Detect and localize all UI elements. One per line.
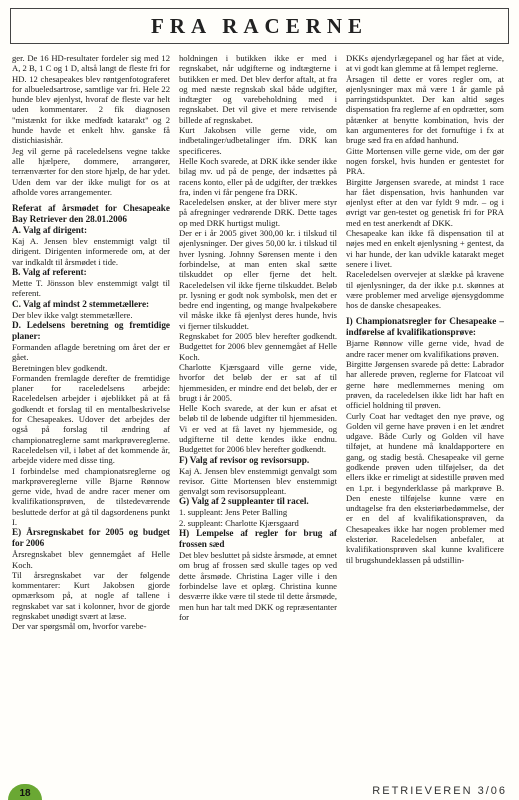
section-heading: G) Valg af 2 suppleanter til racel. [179,496,309,507]
paragraph: Der blev ikke valgt stemmetællere. [12,309,133,320]
section-title: FRA RACERNE [150,13,369,38]
paragraph: Årsregnskabet blev gennemgået af Helle Koch. [12,549,170,570]
paragraph: Bjarne Rønnow ville gerne vide, hvad de andre racer mener om kvalifikations prøven. [346,338,504,359]
paragraph: Kurt Jakobsen ville gerne vide, om indbetalinger/udbetalinger ifm. DRK kan specificeres. [179,125,337,156]
page-number: 18 [19,788,31,799]
paragraph: ger. De 16 HD-resultater fordeler sig med 12 A, 2 B, 1 C og 1 D, altså langt de fleste fri for HD. 12 chesapeakes blev røntgenfotograferet for albueledsartrose, samtlige var fri. Hele 22 hunde blev øjenlyst, hvoraf de fleste var helt uden kommentarer. 2 fik diagnosen "mistænkt for ikke medfødt katarakt" og 2 hunde havde et enkelt hhv. ganske få distichiasishår. [12,53,170,146]
section-heading: D. Ledelsens beretning og fremtidige planer: [12,319,170,341]
paragraph: Der var spørgsmål om, hvorfor varebe- [12,621,147,632]
paragraph: Mette T. Jönsson blev enstemmigt valgt til referent. [12,278,170,299]
paragraph: Formanden fremlagde derefter de fremtidige planer for raceledelsens arbejde: Raceledelsen arbejder i øjeblikket på at få godkendt et forslag til en mentalbeskrivelse for Chesapeakes. Udover det arbejdes der også på forslag til ændring af championatreglerne samt markprøvereglerne. Raceledelsen vil, i løbet af det kommende år, arbejde videre med disse ting. [12,372,170,466]
section-heading: I) Championatsregler for Chesapeake – indførelse af kvalifikationsprøve: [346,316,504,338]
paragraph: Helle Koch svarede, at der kun er afsat et beløb til de løbende udgifter til hjemmesiden. Vi er ved at få lavet ny hjemmeside, og udgifterne til dette kendes ikke endnu. Budgettet for 2006 blev herefter godkendt. [179,403,337,455]
paragraph: Raceledelsen overvejer at slække på kravene til øjenlysninger, da der ikke p.t. skønnes at være problemer med arvelige øjensygdomme hos de danske chesapeakes. [346,269,504,311]
section-heading: B. Valg af referent: [12,267,87,278]
section-heading: E) Årsregnskabet for 2005 og budget for 2006 [12,527,170,549]
section-heading: A. Valg af dirigent: [12,225,88,236]
paragraph: Helle Koch svarede, at DRK ikke sender ikke bilag mv. ud på de penge, der indsættes på racens konto, eller på de udgifter, der trækkes fra, inden vi får pengene fra DRK. [179,155,337,197]
paragraph: DKKs øjendyrlægepanel og har fået at vide, at vi godt kan glemme at få lempet reglerne. [346,53,504,74]
section-banner [10,8,509,44]
paragraph: Beretningen blev godkendt. [12,362,108,373]
paragraph: Formanden aflagde beretning om året der er gået. [12,341,170,363]
paragraph: Regnskabet for 2005 blev herefter godkendt. Budgettet for 2006 blev gennemgået af Helle Koch. [179,331,337,362]
paragraph: Jeg vil gerne på raceledelsens vegne takke alle hjælpere, dommere, arrangører, terrænværter for den store hjælp, de har ydet. Uden dem var der ikke muligt for os at afholde vores arrangementer. [12,145,170,197]
text-column-3 [346,53,504,778]
paragraph: Der er i år 2005 givet 300,00 kr. i tilskud til øjenlysninger. Der gives 50,00 kr. i tilskud til hver lysning. Johnny Sørensen mente i den forbindelse, at man enten skal sætte tilskuddet op eller fjerne det helt. Raceledelsen vil ikke fjerne tilskuddet. Beløb pr. lysning er godt nok symbolsk, men det er bedre end ingenting, og mange hvalpekøbere vil måske ikke få øjenlyst deres hunde, hvis vi fjerner tilskuddet. [179,228,337,331]
page-number-badge [8,784,42,800]
magazine-issue: RETRIEVEREN 3/06 [372,785,507,797]
paragraph: Det blev besluttet på sidste årsmøde, at emnet om brug af frossen sæd skulle tages op ved dette årsmøde. Christina Lager ville i den forbindelse lave et oplæg. Christina kunne desværre ikke være til stede til dette årsmøde, men hun har talt med DKK og repræsentanter for [179,550,337,622]
paragraph: 2. suppleant: Charlotte Kjærsgaard [179,517,299,528]
section-heading: F) Valg af revisor og revisorsupp. [179,454,310,465]
paragraph: Birgitte Jørgensen svarede på dette: Labrador har allerede prøven, reglerne for Flatcoat vil gerne høre medlemmernes mening om prøven, da raceledelsen ikke lidt har haft en officiel holdning til prøven. [346,359,504,411]
section-heading: H) Lempelse af regler for brug af frossen sæd [179,528,337,550]
paragraph: Charlotte Kjærsgaard ville gerne vide, hvorfor det beløb der er sat af til hjemmesiden, er mindre end det beløb, der er brugt i år 2005. [179,361,337,403]
paragraph: Kaj A. Jensen blev enstemmigt genvalgt som revisor. Gitte Mortensen blev enstemmigt genvalgt som revisorsuppleant. [179,465,337,497]
paragraph: Curly Coat har vedtaget den nye prøve, og Golden vil gerne have prøven i en let ændret udgave. Både Curly og Golden vil have tilføjet, at hundene må knaldapportere en gang, og stadig bestå. Chesapeake vil gerne godkende prøven uden tilføjelser, da det ellers ikke er rimeligt at sidestille prøven med en 1.pr. i begynderklasse på markprøve B. Den eneste tilføjelse kunne være en undtagelse fra den eksteriørbedømmelse, der er en del af kvalifikationsprøven, da Chesapeakes ikke har nogen problemer med eksteriør. Raceledelsen anbefaler, at kvalifikationsprøven skal kunne kvalificere til brugshundeklassen på udstillin- [346,410,504,565]
paragraph: holdningen i butikken ikke er med i regnskabet, når udgifterne og indtægterne i butikken er med. Det blev derfor aftalt, at fra og med næste regnskab skal både udgifter, indtægter og varebeholdning med i regnskabet. Det vil give et mere retvisende billede af regnskabet. [179,53,337,125]
paragraph: Chesapeake kan ikke få dispensation til at nøjes med en enkelt øjenlysning + gentest, da vi har hunde, der kan udvikle katarakt meget senere i livet. [346,228,504,269]
paragraph: Gitte Mortensen ville gerne vide, om der gør nogen forskel, hvis hunden er gentestet for PRA. [346,145,504,177]
paragraph: Til årsregnskabet var der følgende kommentarer: Kurt Jakobsen gjorde opmærksom på, at nogle af tallene i regnskabet var sat i kolonner, hvor de gjorde regnskabet unødigt svært at læse. [12,569,170,622]
section-heading: Referat af årsmødet for Chesapeake Bay Retriever den 28.01.2006 [12,203,170,225]
section-heading: C. Valg af mindst 2 stemmetællere: [12,298,150,309]
paragraph: I forbindelse med championatsreglerne og markprøvereglerne ville Bjarne Rønnow gerne vide, hvad de andre racer mener om kvalifikationsprøven, de tilstedeværende besluttede derfor at gå til dagsordenens punkt I. [12,465,170,527]
paragraph: Raceledelsen ønsker, at der bliver mere styr på afregninger vedrørende DRK. Dette tages op med DRK hurtigst muligt. [179,197,337,228]
text-column-2 [179,53,337,778]
paragraph: 1. suppleant: Jens Peter Balling [179,507,288,518]
paragraph: Birgitte Jørgensen svarede, at mindst 1 race har fået dispensation, hvis hanhunden var øjenlyst efter at den var fyldt 9 mdr. – og i øvrigt var gen-testet og genetisk fri for PRA med en test anerkendt af DKK. [346,176,504,228]
text-column-1 [12,53,170,778]
paragraph: Årsagen til dette er vores regler om, at øjenlysninger max må være 1 år gamle på parringstidspunktet. Der kan altid søges dispensation fra reglerne af en opdrætter, som påtænker at benytte kombination, hvis der kan argumenteres for det fornuftige i fx at bruge sæd fra en afdød hanhund. [346,73,504,146]
paragraph: Kaj A. Jensen blev enstemmigt valgt til dirigent. Dirigenten informerede om, at der var indkaldt til årsmødet i tide. [12,236,170,267]
